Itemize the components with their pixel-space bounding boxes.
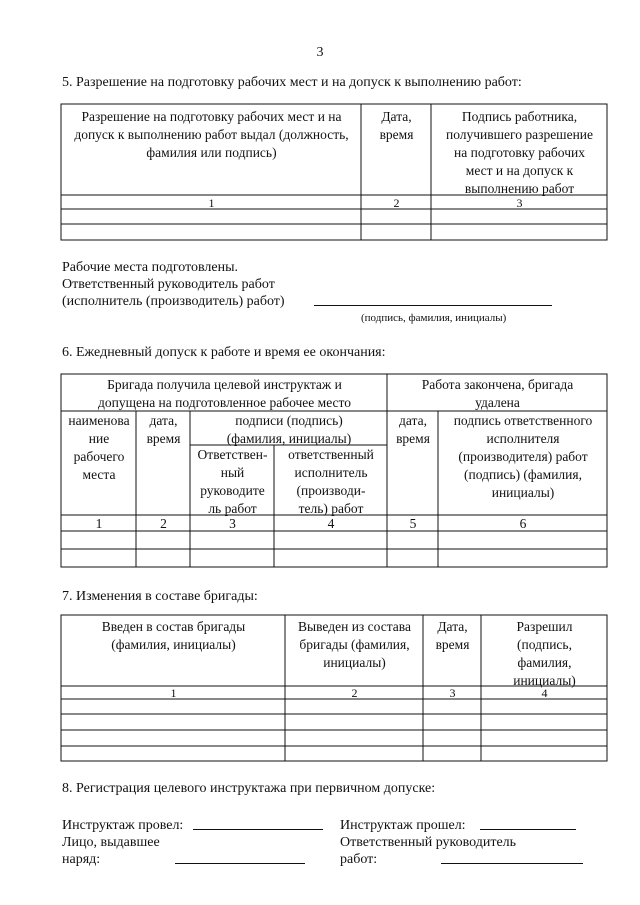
t6-group-right: Работа закончена, бригада удалена: [421, 377, 574, 410]
issuer-line[interactable]: [175, 863, 305, 864]
order-label: наряд:: [62, 852, 101, 867]
issuer-label: Лицо, выдавшее: [62, 835, 160, 850]
workplaces-prepared: Рабочие места подготовлены.: [62, 260, 239, 275]
t5-header-signature: Подпись работника, получившего разрешение на подготовку рабочих мест и на допуск к выполнению работ: [445, 109, 594, 196]
responsible-manager: Ответственный руководитель работ: [62, 277, 275, 292]
signature-caption: (подпись, фамилия, инициалы): [361, 312, 507, 324]
instructed-line[interactable]: [480, 829, 576, 830]
responsible-manager-line[interactable]: [441, 863, 583, 864]
t6-num-1: 1: [95, 516, 103, 531]
instructed-by-line[interactable]: [193, 829, 323, 830]
t6-num-3: 3: [229, 516, 236, 531]
section-5-heading: 5. Разрешение на подготовку рабочих мест и на допуск к выполнению работ:: [62, 75, 522, 90]
executor-label: (исполнитель (производитель) работ): [62, 294, 285, 309]
t7-header-allowed: Разрешил (подпись, фамилия, инициалы): [513, 619, 576, 688]
t6-col-date: дата, время: [146, 413, 181, 446]
section-7-heading: 7. Изменения в составе бригады:: [62, 589, 258, 604]
t7-header-date: Дата, время: [435, 619, 470, 652]
t7-num-3: 3: [449, 686, 456, 700]
t7-header-removed: Выведен из состава бригады (фамилия, инициалы): [298, 619, 411, 670]
instructed-label: Инструктаж прошел:: [340, 818, 466, 833]
responsible-manager-label: Ответственный руководитель: [340, 835, 517, 850]
t7-num-2: 2: [351, 686, 358, 700]
t7-num-4: 4: [541, 686, 548, 700]
t5-num-1: 1: [208, 196, 215, 210]
t5-num-2: 2: [393, 196, 400, 210]
signature-line-5[interactable]: [314, 305, 552, 306]
t6-col-sign2: подпись ответственного исполнителя (производителя) работ (подпись) (фамилия, инициалы): [453, 413, 593, 500]
page-number: 3: [316, 45, 324, 60]
t6-col-date2: дата, время: [396, 413, 430, 446]
section-6-heading: 6. Ежедневный допуск к работе и время ее окончания:: [62, 345, 386, 360]
t6-group-left: Бригада получила целевой инструктаж и допущена на подготовленное рабочее место: [97, 377, 351, 410]
t7-header-added: Введен в состав бригады (фамилия, инициалы): [101, 619, 246, 652]
t6-col-executor: ответственный исполнитель (производи- тель) работ: [288, 447, 374, 516]
t5-num-3: 3: [516, 196, 523, 210]
t6-col-name: наименова ние рабочего места: [68, 413, 130, 482]
t6-num-5: 5: [409, 516, 417, 531]
t6-col-signs: подписи (подпись) (фамилия, инициалы): [226, 413, 352, 446]
works-label: работ:: [340, 852, 378, 867]
section-8-heading: 8. Регистрация целевого инструктажа при первичном допуске:: [62, 781, 436, 796]
t6-num-6: 6: [519, 516, 527, 531]
t7-num-1: 1: [170, 686, 177, 700]
t6-num-2: 2: [160, 516, 167, 531]
instructed-by-label: Инструктаж провел:: [62, 818, 184, 833]
t6-col-responsible: Ответствен- ный руководите ль работ: [197, 447, 268, 516]
t6-num-4: 4: [327, 516, 335, 531]
t5-header-date: Дата, время: [379, 109, 414, 142]
t5-header-issued: Разрешение на подготовку рабочих мест и на допуск к выполнению работ выдал (должность, фамилия или подпись): [74, 109, 349, 160]
